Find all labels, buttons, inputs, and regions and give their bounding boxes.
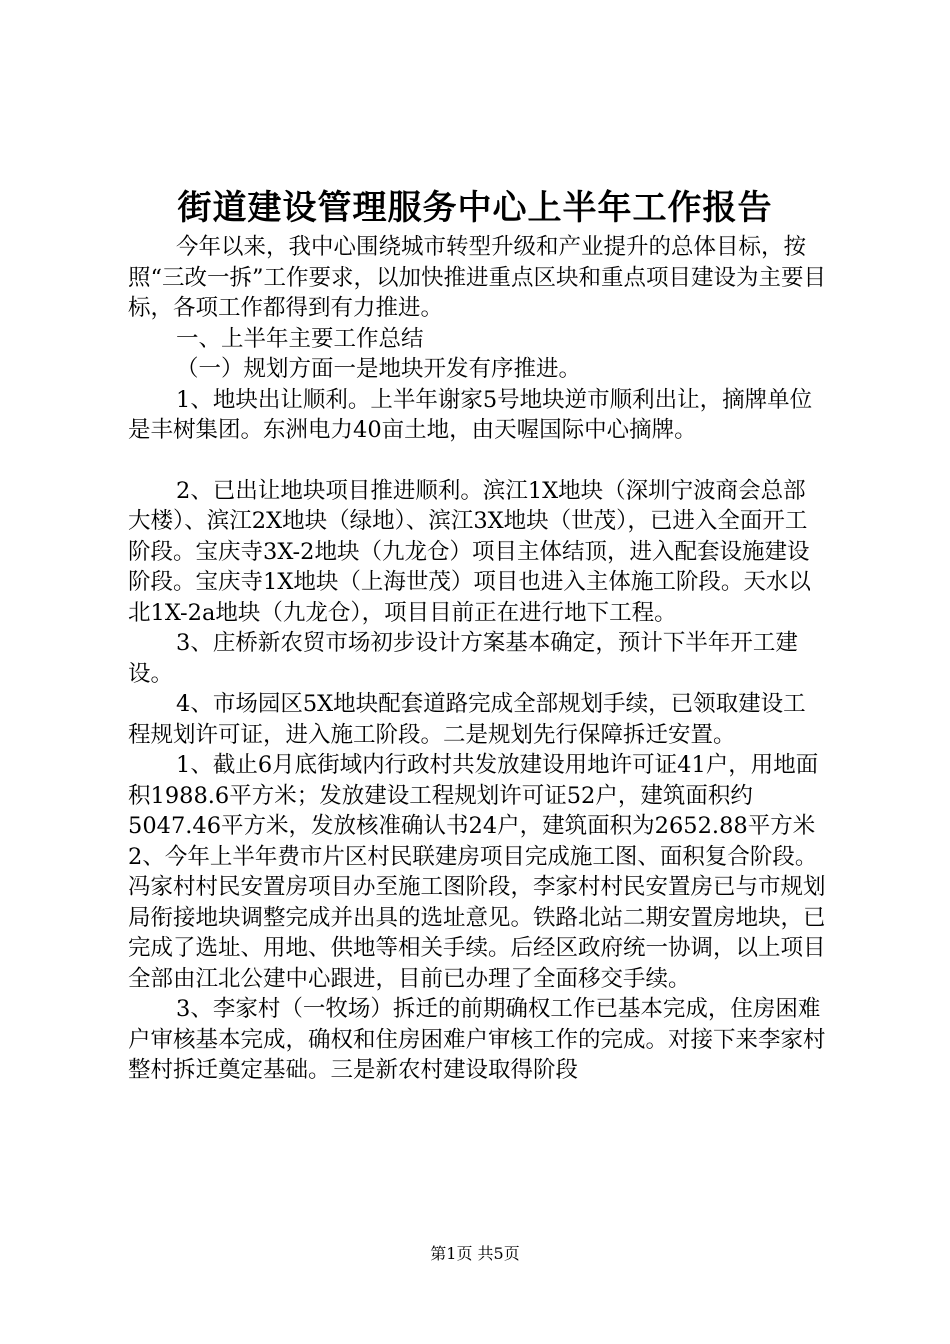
subsection-heading-planning: （一）规划方面一是地块开发有序推进。: [176, 356, 582, 382]
paragraph-projects-progress: 2、已出让地块项目推进顺利。滨江1X地块（深圳宁波商会总部大楼）、滨江2X地块（绿地）、滨江3X地块（世茂），已进入全面开工阶段。宝庆寺3X-2地块（九龙仓）项目主体结顶，进入配套设施建设阶段。宝庆寺1X地块（上海世茂）项目也进入主体施工阶段。天水以北1X-2a地块（九龙仓），项目目前正在进行地下工程。: [128, 477, 811, 626]
paragraph-intro: 今年以来，我中心围绕城市转型升级和产业提升的总体目标，按照“三改一拆”工作要求，以加快推进重点区块和重点项目建设为主要目标，各项工作都得到有力推进。: [128, 234, 827, 321]
paragraph-market-design: 3、庄桥新农贸市场初步设计方案基本确定，预计下半年开工建设。: [128, 630, 798, 687]
page-number-footer: 第1页 共5页: [430, 1244, 520, 1263]
paragraph-land-transfer: 1、地块出让顺利。上半年谢家5号地块逆市顺利出让，摘牌单位是丰树集团。东洲电力40亩土地，由天喔国际中心摘牌。: [128, 386, 813, 443]
document-body: [128, 232, 828, 1086]
paragraph-market-road: 4、市场园区5X地块配套道路完成全部规划手续，已领取建设工程规划许可证，进入施工阶段。二是规划先行保障拆迁安置。: [128, 691, 806, 748]
paragraph-permits: 1、截止6月底街域内行政村共发放建设用地许可证41户，用地面积1988.6平方米；发放建设工程规划许可证52户，建筑面积约5047.46平方米，发放核准确认书24户，建筑面积为2652.88平方米2、今年上半年费市片区村民联建房项目完成施工图、面积复合阶段。冯家村村民安置房项目办至施工图阶段，李家村村民安置房已与市规划局衔接地块调整完成并出具的选址意见。铁路北站二期安置房地块，已完成了选址、用地、供地等相关手续。后经区政府统一协调，以上项目全部由江北公建中心跟进，目前已办理了全面移交手续。: [128, 752, 826, 992]
document-title: 街道建设管理服务中心上半年工作报告: [177, 188, 773, 228]
paragraph-demolition: 3、李家村（一牧场）拆迁的前期确权工作已基本完成，住房困难户审核基本完成，确权和住房困难户审核工作的完成。对接下来李家村整村拆迁奠定基础。三是新农村建设取得阶段: [128, 996, 826, 1083]
section-heading-summary: 一、上半年主要工作总结: [176, 325, 424, 352]
